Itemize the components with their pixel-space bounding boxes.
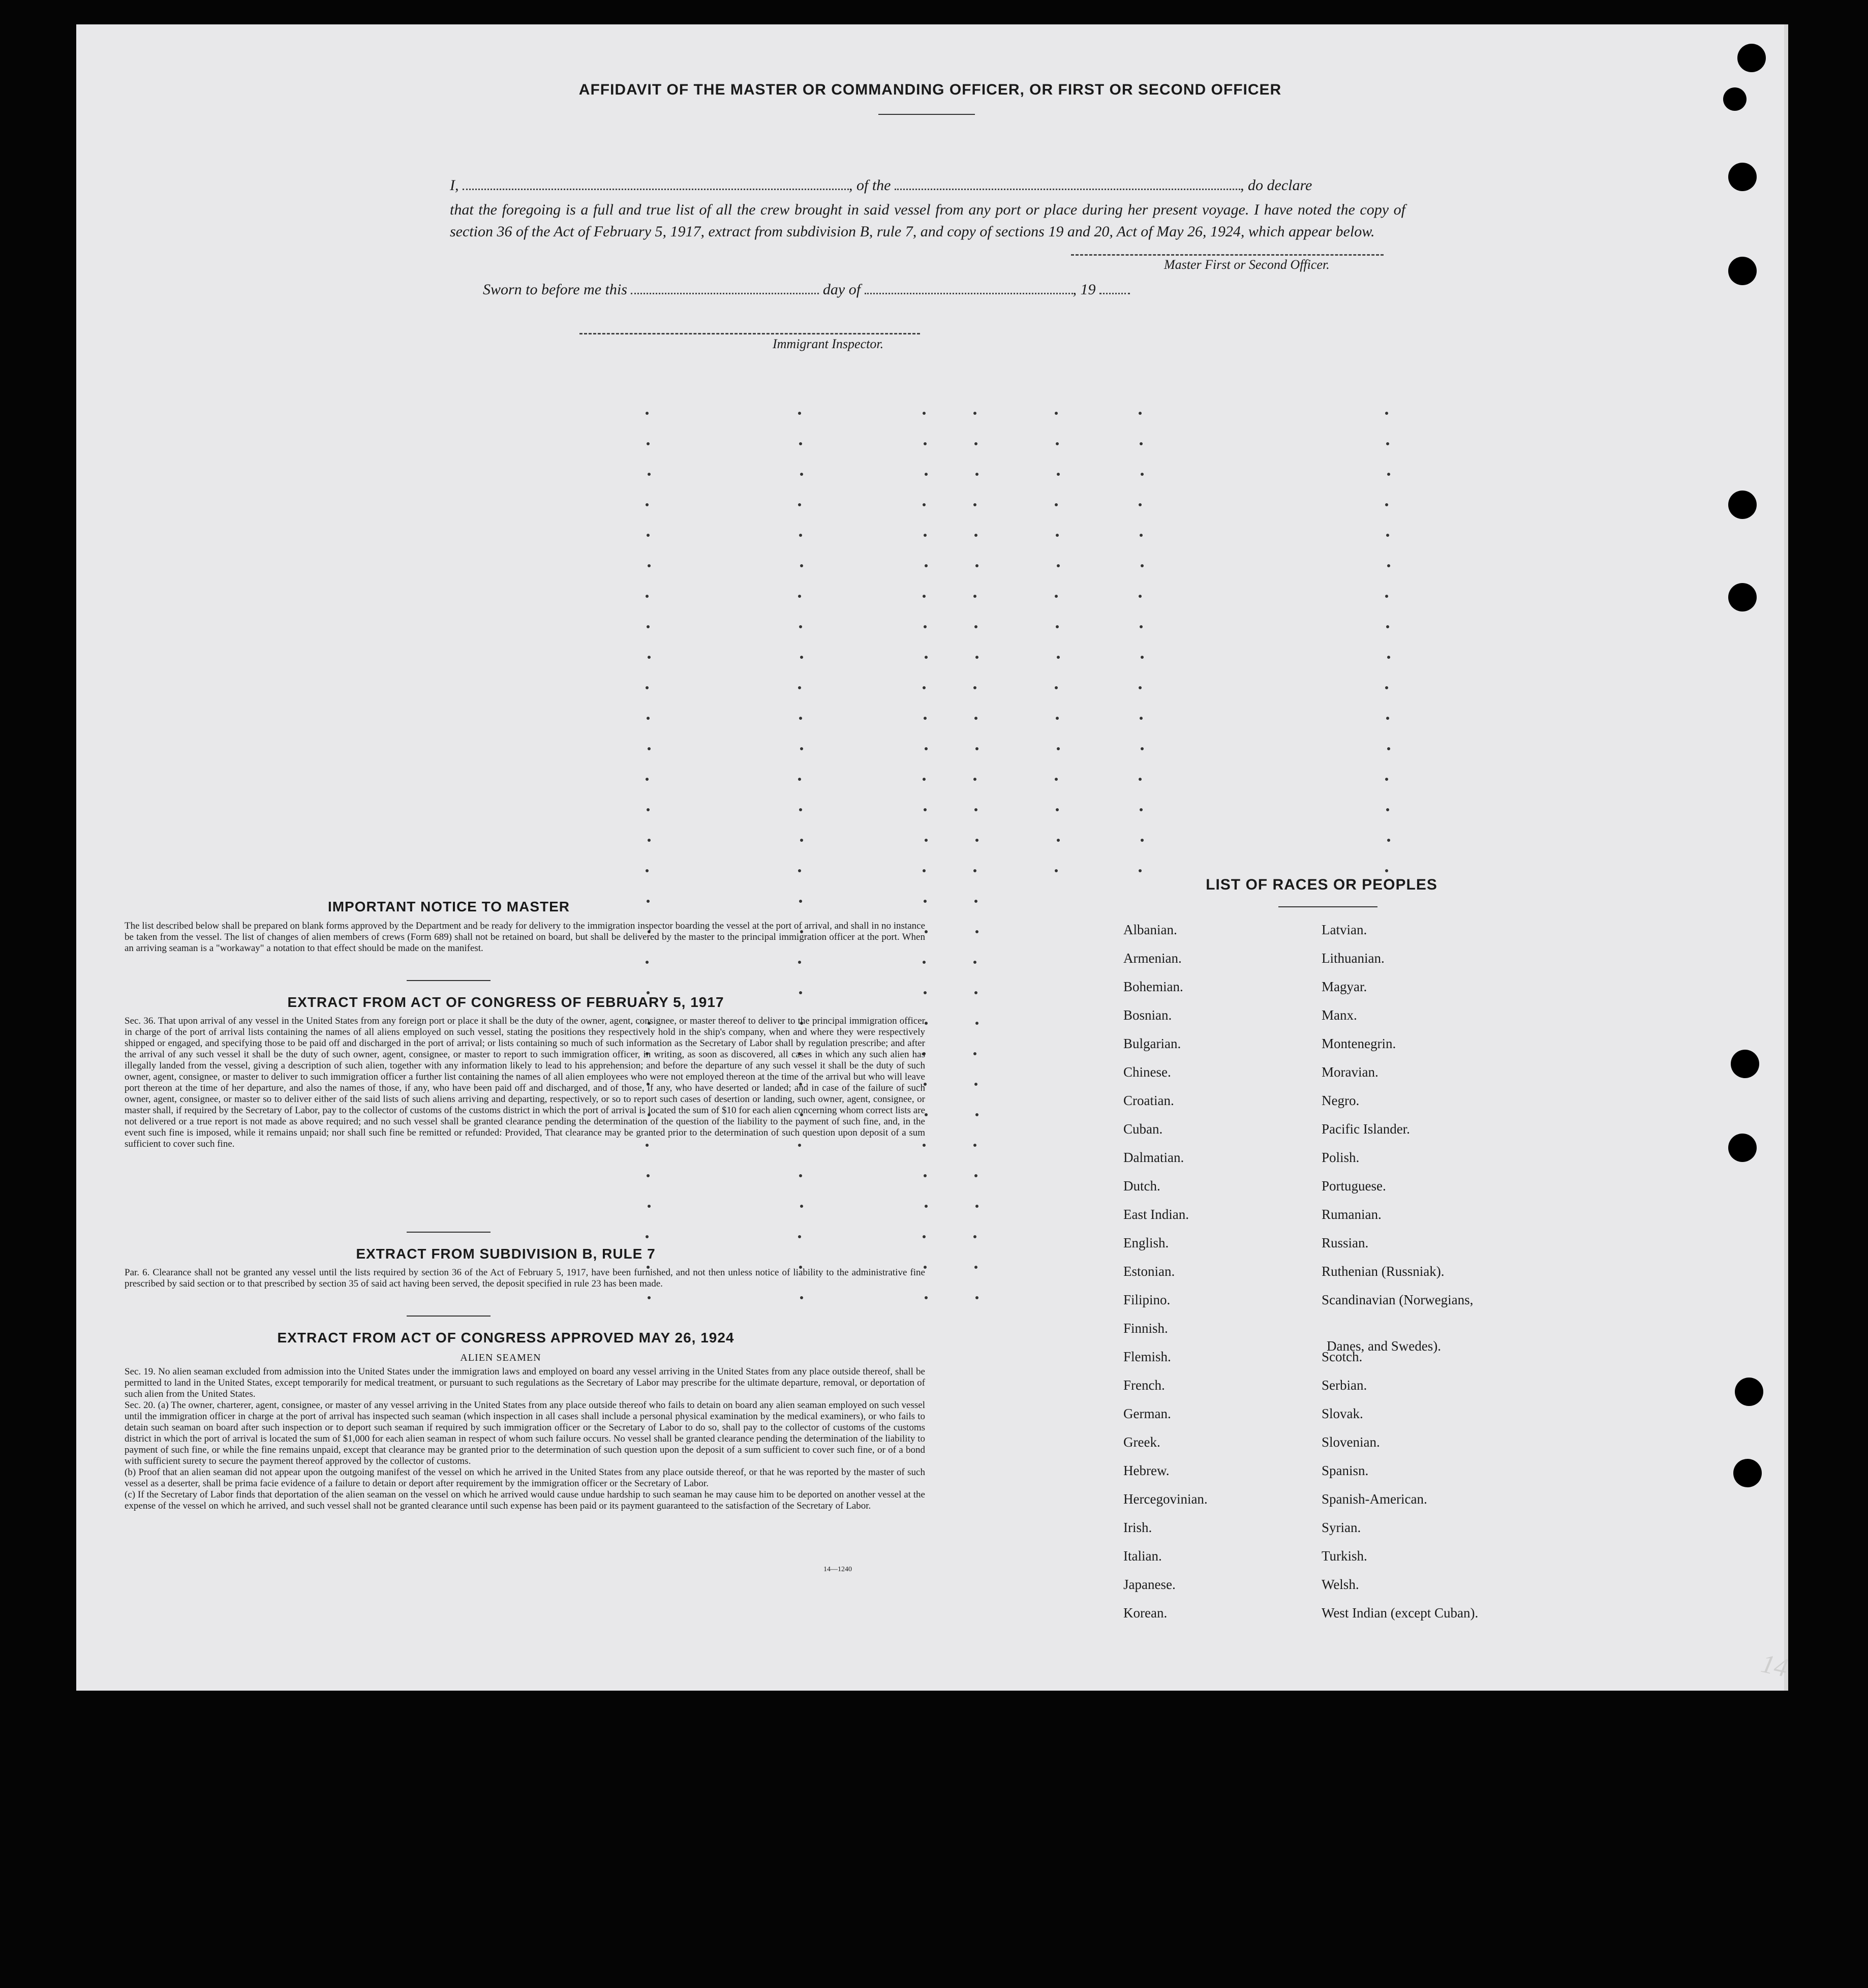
declaration-line: [450, 177, 1482, 194]
grid-dot: [646, 961, 649, 964]
grid-dot: [800, 747, 803, 750]
race-item: Japanese.: [1123, 1577, 1176, 1592]
grid-dot: [975, 1022, 978, 1025]
grid-dot: [1140, 717, 1143, 720]
grid-dot: [1057, 473, 1060, 476]
grid-dot: [1056, 625, 1059, 628]
grid-dot: [1385, 595, 1388, 598]
title-rule: [878, 114, 975, 115]
grid-dot: [923, 869, 926, 872]
grid-dot: [647, 625, 650, 628]
race-item: Filipino.: [1123, 1292, 1171, 1307]
grid-dot: [798, 686, 801, 689]
grid-dot: [924, 808, 927, 811]
grid-dot: [974, 991, 977, 994]
sworn-label: Sworn to before me this: [483, 281, 627, 298]
grid-dot: [648, 747, 651, 750]
grid-dot: [800, 1205, 803, 1208]
grid-dot: [1141, 564, 1144, 567]
grid-dot: [798, 412, 801, 415]
grid-dot: [799, 900, 802, 903]
punch-hole: [1731, 1050, 1759, 1078]
inspector-signature-line[interactable]: [579, 333, 920, 334]
margin-note: 14: [1758, 1649, 1791, 1683]
master-caption: Master First or Second Officer.: [1164, 257, 1330, 272]
race-item: Syrian.: [1322, 1520, 1361, 1535]
races-title: LIST OF RACES OR PEOPLES: [1206, 876, 1437, 893]
punch-hole: [1728, 491, 1757, 519]
declaration-body: that the foregoing is a full and true list of all the crew brought in said vessel from any port or place during her present voyage. I have noted the copy of section 36 of the Act of February 5, 1917, extract from subdivision B, rule 7, and copy of sections 19 and 20, Act of May 26, 1924, which appear below.: [450, 201, 1405, 240]
race-item: Scotch.: [1322, 1349, 1363, 1364]
grid-dot: [923, 503, 926, 506]
grid-dot: [1386, 808, 1389, 811]
grid-dot: [924, 442, 927, 445]
grid-dot: [646, 503, 649, 506]
extract-rule7-title: EXTRACT FROM SUBDIVISION B, RULE 7: [356, 1246, 656, 1262]
race-item: English.: [1123, 1235, 1169, 1250]
race-item: Irish.: [1123, 1520, 1152, 1535]
grid-dot: [975, 839, 978, 842]
notice-rule: [407, 980, 491, 981]
grid-dot: [798, 595, 801, 598]
race-item: Welsh.: [1322, 1577, 1359, 1592]
grid-dot: [1055, 503, 1058, 506]
grid-dot: [924, 900, 927, 903]
grid-dot: [1387, 564, 1390, 567]
race-item: Armenian.: [1123, 951, 1182, 966]
grid-dot: [925, 564, 928, 567]
grid-dot: [973, 869, 976, 872]
year-field[interactable]: [1099, 293, 1130, 294]
grid-dot: [973, 778, 976, 781]
race-item: East Indian.: [1123, 1207, 1189, 1222]
race-item: French.: [1123, 1378, 1165, 1393]
grid-dot: [925, 747, 928, 750]
punch-hole: [1728, 1134, 1757, 1162]
race-item: Bohemian.: [1123, 979, 1183, 994]
grid-dot: [923, 778, 926, 781]
grid-dot: [646, 412, 649, 415]
grid-dot: [1055, 778, 1058, 781]
notice-text: The list described below shall be prepared on blank forms approved by the Department and be ready for delivery to the immigration inspector boarding the vessel at the port of arrival, and shall in no instance be taken from the vessel. The list of changes of alien members of crews (Form 689) shall not be retained on board, but shall be delivered by the master to the principal immigration officer at the port. When an arriving seaman is a "workaway" a notation to that effect should be made on the manifest.: [125, 921, 925, 954]
grid-dot: [1386, 534, 1389, 537]
grid-dot: [1385, 503, 1388, 506]
grid-dot: [924, 534, 927, 537]
grid-dot: [975, 1113, 978, 1116]
grid-dot: [923, 686, 926, 689]
do-declare-label: , do declare: [1240, 177, 1312, 194]
race-item: Rumanian.: [1322, 1207, 1382, 1222]
grid-dot: [648, 564, 651, 567]
grid-dot: [646, 869, 649, 872]
grid-dot: [1140, 625, 1143, 628]
grid-dot: [800, 564, 803, 567]
grid-dot: [1139, 686, 1142, 689]
grid-dot: [975, 473, 978, 476]
vessel-field[interactable]: [895, 189, 1240, 190]
grid-dot: [975, 1205, 978, 1208]
document-page: [76, 24, 1791, 1691]
grid-dot: [924, 991, 927, 994]
grid-dot: [798, 503, 801, 506]
grid-dot: [1056, 442, 1059, 445]
grid-dot: [973, 1235, 976, 1238]
grid-dot: [973, 686, 976, 689]
grid-dot: [973, 412, 976, 415]
grid-dot: [1139, 595, 1142, 598]
grid-dot: [1385, 778, 1388, 781]
grid-dot: [924, 717, 927, 720]
race-item: Russian.: [1322, 1235, 1369, 1250]
punch-hole: [1733, 1459, 1762, 1487]
grid-dot: [1386, 717, 1389, 720]
grid-dot: [975, 1296, 978, 1299]
grid-dot: [799, 808, 802, 811]
alien-seamen-subtitle: ALIEN SEAMEN: [460, 1352, 541, 1363]
race-item: Montenegrin.: [1322, 1036, 1396, 1051]
grid-dot: [975, 564, 978, 567]
race-item: Slovak.: [1322, 1406, 1363, 1421]
grid-dot: [1056, 808, 1059, 811]
grid-dot: [1057, 839, 1060, 842]
form-number: 14—1240: [823, 1566, 852, 1573]
inspector-caption: Immigrant Inspector.: [773, 337, 884, 351]
grid-dot: [974, 1174, 977, 1177]
grid-dot: [974, 900, 977, 903]
grid-dot: [800, 1296, 803, 1299]
race-item: Turkish.: [1322, 1548, 1367, 1564]
grid-dot: [648, 1205, 651, 1208]
grid-dot: [975, 747, 978, 750]
grid-dot: [800, 473, 803, 476]
grid-dot: [647, 534, 650, 537]
grid-dot: [1140, 808, 1143, 811]
name-field[interactable]: [463, 189, 849, 190]
grid-dot: [1055, 412, 1058, 415]
grid-dot: [1385, 686, 1388, 689]
grid-dot: [1387, 747, 1390, 750]
grid-dot: [648, 1296, 651, 1299]
punch-hole: [1728, 583, 1757, 611]
race-item: Dutch.: [1123, 1178, 1160, 1194]
grid-dot: [646, 1235, 649, 1238]
grid-dot: [1139, 503, 1142, 506]
race-item-scandinavian-cont: Danes, and Swedes).: [1327, 1338, 1441, 1354]
grid-dot: [1141, 473, 1144, 476]
grid-dot: [1055, 595, 1058, 598]
grid-dot: [648, 656, 651, 659]
sec19-text: Sec. 19. No alien seaman excluded from admission into the United States under the immigration laws and employed on board any vessel arriving in the United States from any place outside thereof, shall be permitted to land in the United States, except temporarily for medical treatment, or pursuant to such regulations as the Secretary of Labor may prescribe for the ultimate departure, removal, or deportation of such alien from the United States.: [125, 1366, 925, 1399]
grid-dot: [1057, 656, 1060, 659]
grid-dot: [925, 1205, 928, 1208]
race-item: Latvian.: [1322, 922, 1367, 937]
grid-dot: [646, 686, 649, 689]
grid-dot: [1055, 869, 1058, 872]
grid-dot: [1386, 442, 1389, 445]
grid-dot: [798, 1235, 801, 1238]
sec20a-text: Sec. 20. (a) The owner, charterer, agent, consignee, or master of any vessel arriving in the United States from any place outside thereof who fails to detain on board any alien seaman employed on such vessel until the immigration officer in charge at the port of arrival has inspected such seaman (which inspection in all cases shall include a personal physical examination by the medical examiners), or who fails to detain such seaman on board after such inspection or to deport such seaman if required by such immigration officer or the Secretary of Labor to do so, shall pay to the collector of customs of the customs district in which the port of arrival is located the sum of $1,000 for each alien seaman in respect of whom such failure occurs. No vessel shall be granted clearance pending the determination of the liability to payment of such fine, or while the fine remains unpaid, except that clearance may be granted prior to the determination of such question upon the deposit of a sum sufficient to cover such fine, or of a bond with sufficient surety to secure the payment thereof approved by the collector of customs.: [125, 1400, 925, 1466]
punch-hole: [1723, 87, 1747, 111]
extract-1917-text: Sec. 36. That upon arrival of any vessel in the United States from any foreign port or place it shall be the duty of the owner, agent, consignee, or master thereof to deliver to the principal immigration officer in charge of the port of arrival lists containing the names of all aliens employed on such vessel, stating the positions they respectively hold in the ship's company, when and where they were respectively shipped or engaged, and specifying those to be paid off and discharged in the port of arrival; or lists containing so much of such information as the Secretary of Labor shall by regulation prescribe; and after the arrival of any such vessel it shall be the duty of such owner, agent, consignee, or master to report to such immigration officer, in writing, as soon as discovered, all cases in which any such alien has illegally landed from the vessel, giving a description of such alien, together with any information likely to lead to his apprehension; and before the departure of any such vessel it shall be the duty of such owner, agent, consignee, or master to deliver to such immigration officer a further list containing the names of all alien employees who were not employed thereon at the time of the arrival but who will leave port thereon at the time of her departure, and also the names of those, if any, who have been paid off and discharged, and of those, if any, who have deserted or landed; and in case of the failure of such owner, agent, consignee, or master so to deliver either of the said lists of such aliens arriving and departing, respectively, or so to report such cases of desertion or landing, such owner, agent, consignee, or master shall, if required by the Secretary of Labor, pay to the collector of customs of the customs district in which the port of arrival is located the sum of $10 for each alien concerning whom correct lists are not delivered or a true report is not made as above required; and no such vessel shall be granted clearance pending the determination of the question of the liability to the payment of such fine, and, in the event such fine is imposed, while it remains unpaid; nor shall such fine be remitted or refunded: Provided, That clearance may be granted prior to the determination of such question upon deposit of a sum sufficient to cover such fine.: [125, 1016, 925, 1149]
grid-dot: [798, 961, 801, 964]
grid-dot: [975, 656, 978, 659]
notice-title: IMPORTANT NOTICE TO MASTER: [327, 899, 570, 914]
race-item: Estonian.: [1123, 1264, 1175, 1279]
extract-1917-rule: [407, 1232, 491, 1233]
race-item: Hercegovinian.: [1123, 1491, 1208, 1507]
grid-dot: [1387, 656, 1390, 659]
grid-dot: [648, 839, 651, 842]
grid-dot: [974, 717, 977, 720]
race-item: Spanisn.: [1322, 1463, 1369, 1478]
grid-dot: [1139, 869, 1142, 872]
grid-dot: [973, 503, 976, 506]
race-item: Polish.: [1322, 1150, 1360, 1165]
race-item: West Indian (except Cuban).: [1322, 1605, 1479, 1620]
grid-dot: [1057, 747, 1060, 750]
race-item: Korean.: [1123, 1605, 1168, 1620]
sec20c-text: (c) If the Secretary of Labor finds that deportation of the alien seaman on the vessel on which he arrived would cause undue hardship to such seaman he may cause him to be deported on another vessel at the expense of the vessel on which he arrived, and such vessel shall not be granted clearance until such expense has been paid or its payment guaranteed to the satisfaction of the Secretary of Labor.: [125, 1489, 925, 1511]
punch-hole: [1728, 257, 1757, 285]
grid-dot: [1141, 839, 1144, 842]
grid-dot: [1387, 473, 1390, 476]
grid-dot: [923, 595, 926, 598]
of-the-label: , of the: [849, 177, 891, 194]
year-label: , 19: [1073, 281, 1096, 298]
grid-dot: [924, 1174, 927, 1177]
race-item: Chinese.: [1123, 1064, 1171, 1080]
grid-dot: [1385, 412, 1388, 415]
race-item: Finnish.: [1123, 1321, 1168, 1336]
race-item: Italian.: [1123, 1548, 1162, 1564]
punch-hole: [1728, 163, 1757, 191]
i-label: I,: [450, 177, 459, 194]
sec20b-text: (b) Proof that an alien seaman did not appear upon the outgoing manifest of the vessel on which he arrived in the United States from any place outside thereof, or that he was reported by the master of such vessel as a deserter, shall be prima facie evidence of a failure to detain or deport after requirement by the immigration officer or the Secretary of Labor.: [125, 1467, 925, 1489]
grid-dot: [973, 595, 976, 598]
grid-dot: [647, 442, 650, 445]
extract-1924-title: EXTRACT FROM ACT OF CONGRESS APPROVED MAY 26, 1924: [277, 1330, 734, 1345]
grid-dot: [924, 625, 927, 628]
grid-dot: [1140, 442, 1143, 445]
grid-dot: [974, 534, 977, 537]
grid-dot: [798, 778, 801, 781]
grid-dot: [799, 1174, 802, 1177]
race-item: Magyar.: [1322, 979, 1367, 994]
grid-dot: [974, 625, 977, 628]
grid-dot: [646, 595, 649, 598]
grid-dot: [647, 717, 650, 720]
grid-dot: [1386, 625, 1389, 628]
extract-1917-title: EXTRACT FROM ACT OF CONGRESS OF FEBRUARY 5, 1917: [287, 994, 724, 1010]
grid-dot: [925, 839, 928, 842]
affidavit-title: AFFIDAVIT OF THE MASTER OR COMMANDING OFFICER, OR FIRST OR SECOND OFFICER: [578, 81, 1282, 98]
grid-dot: [974, 808, 977, 811]
grid-dot: [923, 412, 926, 415]
grid-dot: [1141, 656, 1144, 659]
grid-dot: [1056, 717, 1059, 720]
grid-dot: [975, 930, 978, 933]
grid-dot: [800, 656, 803, 659]
grid-dot: [799, 534, 802, 537]
grid-dot: [647, 808, 650, 811]
grid-dot: [973, 1052, 976, 1055]
grid-dot: [799, 625, 802, 628]
race-item: Croatian.: [1123, 1093, 1174, 1108]
race-item: Flemish.: [1123, 1349, 1171, 1364]
punch-hole: [1735, 1378, 1763, 1406]
grid-dot: [1387, 839, 1390, 842]
race-item: Slovenian.: [1322, 1434, 1380, 1450]
grid-dot: [648, 473, 651, 476]
grid-dot: [799, 442, 802, 445]
grid-dot: [973, 961, 976, 964]
grid-dot: [1139, 778, 1142, 781]
grid-dot: [925, 473, 928, 476]
day-of-label: day of: [822, 281, 861, 298]
grid-dot: [647, 900, 650, 903]
grid-dot: [923, 961, 926, 964]
grid-dot: [798, 869, 801, 872]
grid-dot: [799, 991, 802, 994]
sworn-line: [483, 281, 1130, 298]
grid-dot: [974, 1083, 977, 1086]
race-item: Bosnian.: [1123, 1007, 1172, 1023]
race-item: Dalmatian.: [1123, 1150, 1184, 1165]
race-item: Albanian.: [1123, 922, 1177, 937]
grid-dot: [974, 1266, 977, 1269]
races-rule: [1278, 906, 1377, 907]
month-field[interactable]: [865, 293, 1073, 294]
grid-dot: [973, 1144, 976, 1147]
grid-dot: [1056, 534, 1059, 537]
race-item: Ruthenian (Russniak).: [1322, 1264, 1445, 1279]
grid-dot: [647, 1174, 650, 1177]
race-item: Manx.: [1322, 1007, 1357, 1023]
race-item: Pacific Islander.: [1322, 1121, 1410, 1137]
race-item: Hebrew.: [1123, 1463, 1170, 1478]
grid-dot: [974, 442, 977, 445]
race-item: Lithuanian.: [1322, 951, 1385, 966]
extract-1924-body: [125, 1366, 925, 1512]
sworn-date-field[interactable]: [631, 293, 819, 294]
grid-dot: [646, 778, 649, 781]
race-item: Moravian.: [1322, 1064, 1379, 1080]
grid-dot: [799, 717, 802, 720]
grid-dot: [923, 1235, 926, 1238]
grid-dot: [925, 656, 928, 659]
race-item: Greek.: [1123, 1434, 1160, 1450]
extract-rule7-text: Par. 6. Clearance shall not be granted any vessel until the lists required by section 36 of the Act of February 5, 1917, have been furnished, and not then unless notice of liability to the administrative fine prescribed by said section or to that prescribed by section 35 of said act having been served, the deposit specified in rule 23 has been made.: [125, 1267, 925, 1289]
race-item: Scandinavian (Norwegians,: [1322, 1292, 1474, 1307]
master-signature-line[interactable]: [1071, 254, 1384, 256]
grid-dot: [1140, 534, 1143, 537]
grid-dot: [1385, 869, 1388, 872]
race-item: Bulgarian.: [1123, 1036, 1181, 1051]
race-item: Spanish-American.: [1322, 1491, 1427, 1507]
race-item: Portuguese.: [1322, 1178, 1386, 1194]
grid-dot: [925, 1296, 928, 1299]
race-item: Cuban.: [1123, 1121, 1163, 1137]
race-item: Serbian.: [1322, 1378, 1367, 1393]
grid-dot: [800, 839, 803, 842]
race-item: Negro.: [1322, 1093, 1360, 1108]
grid-dot: [1057, 564, 1060, 567]
race-item: German.: [1123, 1406, 1171, 1421]
punch-hole: [1737, 44, 1766, 72]
grid-dot: [1141, 747, 1144, 750]
grid-dot: [1055, 686, 1058, 689]
extract-rule7-rule: [407, 1316, 491, 1317]
grid-dot: [1139, 412, 1142, 415]
